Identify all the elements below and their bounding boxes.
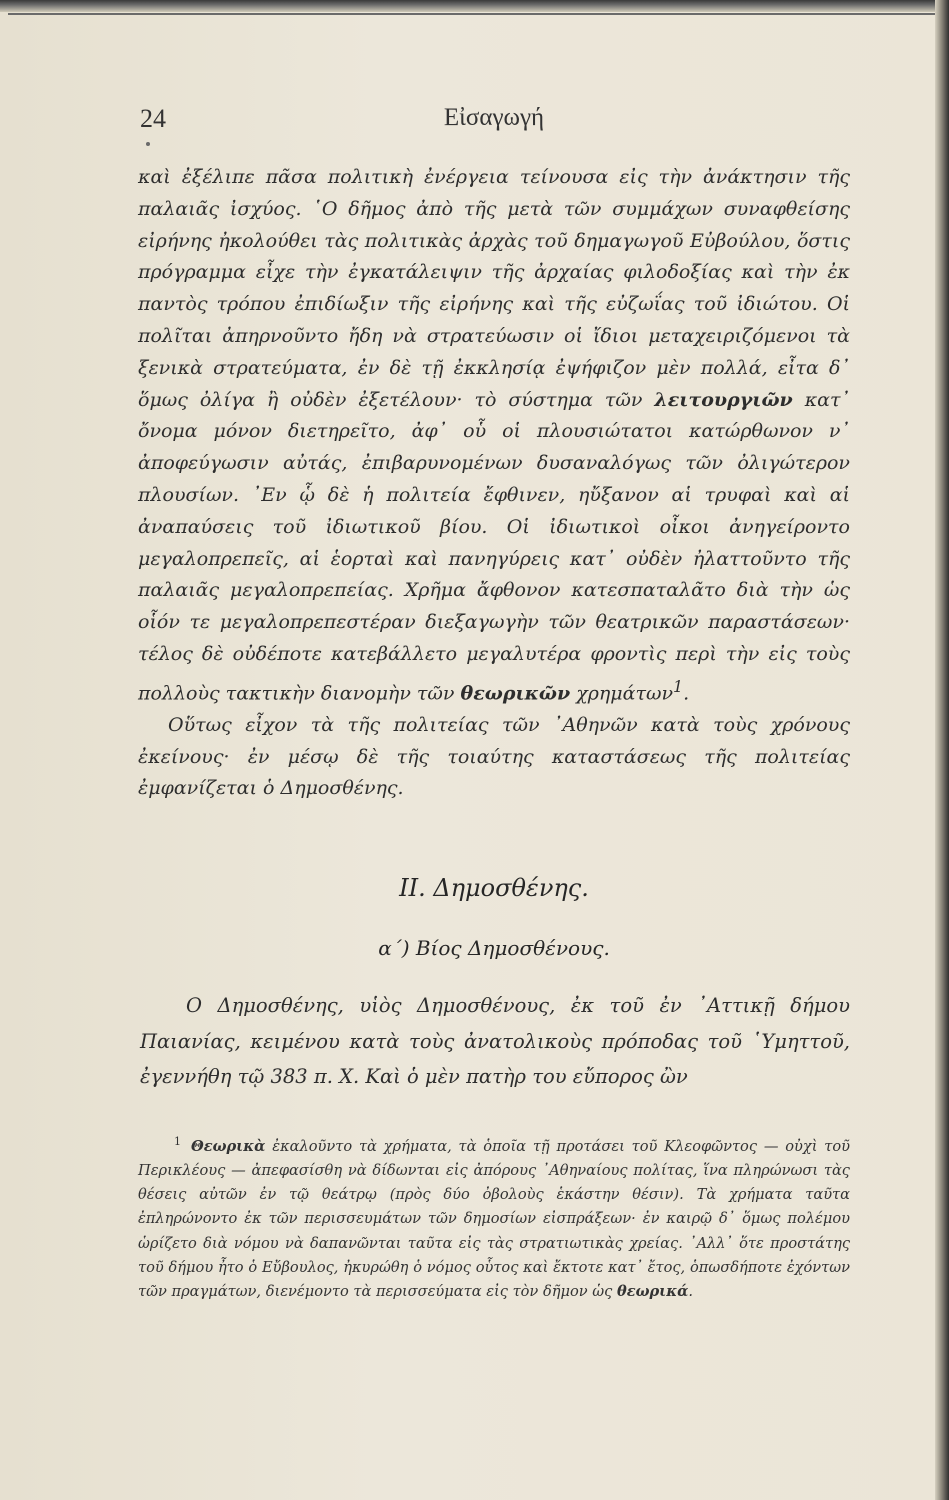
footnote-ref[interactable]: 1 <box>673 676 684 696</box>
footnote: $^1$ Θεωρικὰ ἐκαλοῦντο τὰ χρήματα, τὰ ὁποῖα τῇ προτάσει τοῦ Κλεοφῶντος — οὐχὶ τοῦ Περικλέους — ἀπεφασίσθη νὰ δίδωνται εἰς ἀπόρους ᾿Αθηναίους πολίτας, ἵνα πληρώνωσι τὰς θέσεις αὐτῶν ἐν τῷ θεάτρῳ (πρὸς δύο ὀβολοὺς ἑκάστην θέσιν). Τὰ χρήματα ταῦτα ἐπληρώνοντο ἐκ τῶν περισσευμάτων τῶν δημοσίων εἰσπράξεων· ἐν καιρῷ δ᾽ ὅμως πολέμου ὡρίζετο διὰ νόμου νὰ δαπανῶνται ταῦτα εἰς τὰς στρατιωτικὰς χρείας. ᾿Αλλ᾽ ὅτε προστάτης τοῦ δήμου ἦτο ὁ Εὔβουλος, ἠκυρώθη ὁ νόμος οὗτος καὶ ἔκτοτε κατ᾽ ἔτος, ὁπωσδήποτε ἐχόντων τῶν πραγμάτων, διενέμοντο τὰ περισσεύματα εἰς τὸν δῆμον ὡς θεωρικά. <box>138 1135 850 1301</box>
bold-term-leitourgion: λειτουργιῶν <box>654 388 793 411</box>
footnote-bold-term-2: θεωρικά <box>616 1283 689 1301</box>
top-rule <box>8 13 938 15</box>
paragraph-2: Οὕτως εἶχον τὰ τῆς πολιτείας τῶν ᾿Αθηνῶν κατὰ τοὺς χρόνους ἐκείνους· ἐν μέσῳ δὲ τῆς τοιαύτης καταστάσεως τῆς πολιτείας ἐμφανίζεται ὁ Δημοσθένης. <box>138 713 850 800</box>
footnote-bold-term: Θεωρικὰ <box>191 1137 266 1155</box>
section-title: ΙΙ. Δημοσθένης. <box>399 874 589 902</box>
body-text <box>138 162 850 805</box>
binding-edge <box>935 0 949 1500</box>
subsection-title: α΄) Βίος Δημοσθένους. <box>378 936 610 960</box>
ink-speck <box>146 142 150 146</box>
running-head: Εἰσαγωγή <box>443 104 545 131</box>
bold-term-theorikon: θεωρικῶν <box>460 682 571 705</box>
footnote-marker: 1 <box>174 1135 181 1148</box>
biography-paragraph: Ο Δημοσθένης, υἱὸς Δημοσθένους, ἐκ τοῦ ἐν ᾿Αττικῇ δήμου Παιανίας, κειμένου κατὰ τοὺς ἀνατολικοὺς πρόποδας τοῦ ῾Υμηττοῦ, ἐγεννήθη τῷ 383 π. Χ. Καὶ ὁ μὲν πατὴρ του εὔπορος ὢν <box>140 994 850 1088</box>
page-top-edge <box>0 0 949 12</box>
page-header <box>140 104 848 144</box>
page-number: 24 <box>140 104 166 133</box>
paragraph-1: καὶ ἐξέλιπε πᾶσα πολιτικὴ ἐνέργεια τείνουσα εἰς τὴν ἀνάκτησιν τῆς παλαιᾶς ἰσχύος. ῾Ο δῆμος ἀπὸ τῆς μετὰ τῶν συμμάχων συναφθείσης εἰρήνης ἠκολούθει τὰς πολιτικὰς ἀρχὰς τοῦ δημαγωγοῦ Εὐβούλου, ὅστις πρόγραμμα εἶχε τὴν ἐγκατάλειψιν τῆς ἀρχαίας φιλοδοξίας καὶ τὴν ἐκ παντὸς τρόπου ἐπιδίωξιν τῆς εἰρήνης καὶ τῆς εὐζωΐας τοῦ ἰδιώτου. Οἱ πολῖται ἀπηρνοῦντο ἤδη νὰ στρατεύωσιν οἱ ἴδιοι μεταχειριζόμενοι τὰ ξενικὰ στρατεύματα, ἐν δὲ τῇ ἐκκλησίᾳ ἐψήφιζον μὲν πολλά, εἶτα δ᾽ ὅμως ὀλίγα ἢ οὐδὲν ἐξετέλουν· τὸ σύστημα τῶν λειτουργιῶν κατ᾽ ὄνομα μόνον διετηρεῖτο, ἀφ᾽ οὗ οἱ πλουσιώτατοι κατώρθωνον ν᾽ ἀποφεύγωσιν αὐτάς, ἐπιβαρυνομένων δυσαναλόγως τῶν ὀλιγώτερον πλουσίων. ᾿Εν ᾧ δὲ ἡ πολιτεία ἔφθινεν, ηὔξανον αἱ τρυφαὶ καὶ αἱ ἀναπαύσεις τοῦ ἰδιωτικοῦ βίου. Οἱ ἰδιωτικοὶ οἶκοι ἀνηγείροντο μεγαλοπρεπεῖς, αἱ ἑορταὶ καὶ πανηγύρεις κατ᾽ οὐδὲν ἠλαττοῦντο τῆς παλαιᾶς μεγαλοπρεπείας. Χρῆμα ἄφθονον κατεσπαταλᾶτο διὰ τὴν ὡς οἷόν τε μεγαλοπρεπεστέραν διεξαγωγὴν τῶν θεατρικῶν παραστάσεων· τέλος δὲ οὐδέποτε κατεβάλλετο μεγαλυτέρα φροντὶς περὶ τὴν εἰς τοὺς πολλοὺς τακτικὴν διανομὴν τῶν θεωρικῶν χρημάτων$^1$. <box>138 166 851 705</box>
biography-text <box>140 988 850 1095</box>
